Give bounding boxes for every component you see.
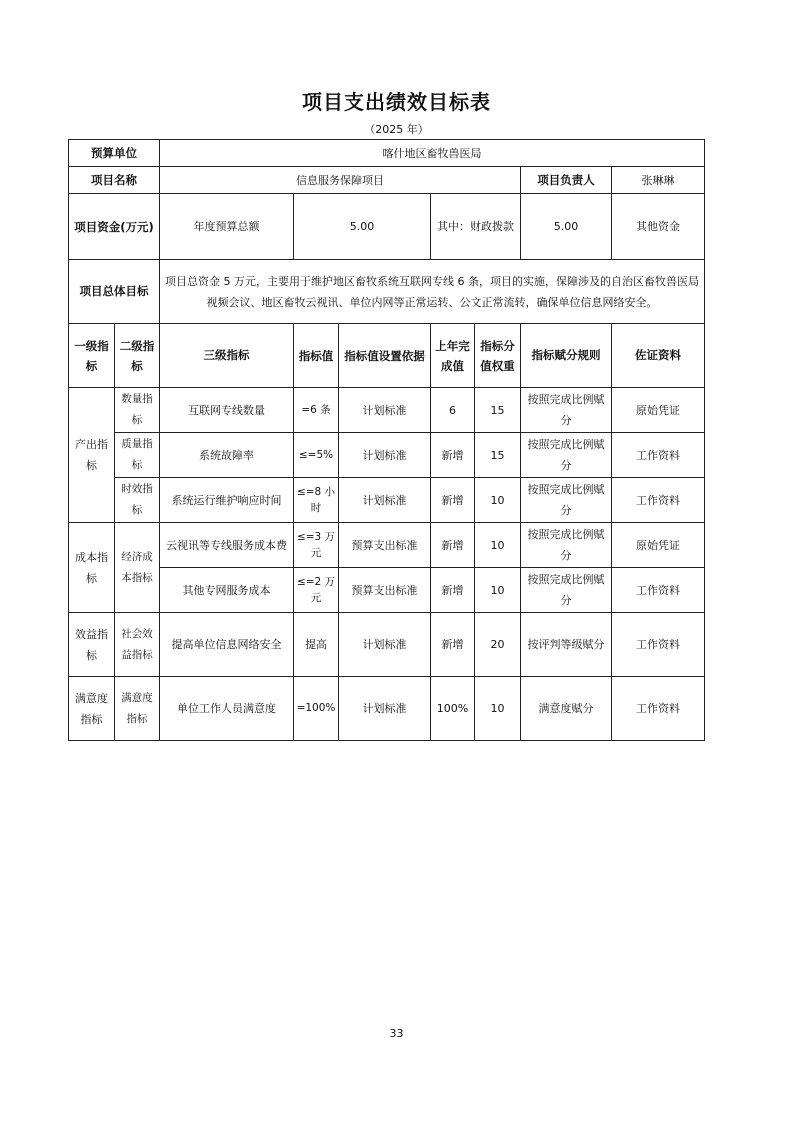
- project-name-row: [69, 167, 705, 194]
- weight-cell: 15: [475, 388, 521, 433]
- evidence-cell: 工作资料: [612, 568, 705, 613]
- rule-cell: 按照完成比例赋分: [521, 568, 612, 613]
- header-weight: 指标分值权重: [475, 324, 521, 388]
- page-title: 项目支出绩效目标表: [302, 90, 491, 114]
- project-name-value: 信息服务保障项目: [160, 167, 521, 194]
- weight-cell: 20: [475, 613, 521, 677]
- annual-budget-label: 年度预算总额: [160, 194, 294, 260]
- value-cell: ≤=3 万元: [294, 523, 339, 568]
- header-value: 指标值: [294, 324, 339, 388]
- basis-cell: 计划标准: [339, 613, 431, 677]
- value-cell: ≤=5%: [294, 433, 339, 478]
- level1-cell: 成本指标: [69, 523, 115, 613]
- header-row: [69, 324, 705, 388]
- budget-unit-row: [69, 140, 705, 167]
- level2-cell: 数量指标: [115, 388, 160, 433]
- level3-cell: 云视讯等专线服务成本费: [160, 523, 294, 568]
- table-row: [69, 613, 705, 677]
- evidence-cell: 工作资料: [612, 478, 705, 523]
- level3-cell: 互联网专线数量: [160, 388, 294, 433]
- overall-goal-text: 项目总资金 5 万元，主要用于维护地区畜牧系统互联网专线 6 条，项目的实施，保障涉及的自治区畜牧兽医局视频会议、地区畜牧云视讯、单位内网等正常运转、公文正常流转，确保单位信息网络安全。: [160, 260, 705, 324]
- evidence-cell: 原始凭证: [612, 388, 705, 433]
- table-row: [69, 478, 705, 523]
- weight-cell: 10: [475, 677, 521, 741]
- basis-cell: 计划标准: [339, 388, 431, 433]
- fiscal-allocation-value: 5.00: [521, 194, 612, 260]
- last-year-cell: 新增: [431, 523, 475, 568]
- year-label: （2025 年）: [364, 123, 429, 136]
- value-cell: 提高: [294, 613, 339, 677]
- level3-cell: 其他专网服务成本: [160, 568, 294, 613]
- header-last-year: 上年完成值: [431, 324, 475, 388]
- last-year-cell: 新增: [431, 433, 475, 478]
- level2-cell: 质量指标: [115, 433, 160, 478]
- annual-budget-value: 5.00: [294, 194, 431, 260]
- fiscal-allocation-label: 其中：财政拨款: [431, 194, 521, 260]
- rule-cell: 按照完成比例赋分: [521, 478, 612, 523]
- basis-cell: 预算支出标准: [339, 523, 431, 568]
- last-year-cell: 6: [431, 388, 475, 433]
- level2-cell: 社会效益指标: [115, 613, 160, 677]
- overall-goal-label: 项目总体目标: [69, 260, 160, 324]
- rule-cell: 按照完成比例赋分: [521, 433, 612, 478]
- evidence-cell: 原始凭证: [612, 523, 705, 568]
- table-row: [69, 523, 705, 568]
- table-row: [69, 568, 705, 613]
- level2-cell: 满意度指标: [115, 677, 160, 741]
- weight-cell: 10: [475, 568, 521, 613]
- level1-cell: 效益指标: [69, 613, 115, 677]
- evidence-cell: 工作资料: [612, 677, 705, 741]
- last-year-cell: 新增: [431, 613, 475, 677]
- basis-cell: 计划标准: [339, 478, 431, 523]
- overall-goal-row: [69, 260, 705, 324]
- header-basis: 指标值设置依据: [339, 324, 431, 388]
- value-cell: ≤=8 小时: [294, 478, 339, 523]
- rule-cell: 按照完成比例赋分: [521, 388, 612, 433]
- table-row: [69, 433, 705, 478]
- weight-cell: 15: [475, 433, 521, 478]
- page-number: 33: [389, 1027, 404, 1040]
- basis-cell: 计划标准: [339, 433, 431, 478]
- funds-row: [69, 194, 705, 260]
- basis-cell: 预算支出标准: [339, 568, 431, 613]
- header-level3: 三级指标: [160, 324, 294, 388]
- header-level1: 一级指标: [69, 324, 115, 388]
- rule-cell: 满意度赋分: [521, 677, 612, 741]
- last-year-cell: 新增: [431, 568, 475, 613]
- evidence-cell: 工作资料: [612, 613, 705, 677]
- level1-cell: 产出指标: [69, 388, 115, 523]
- basis-cell: 计划标准: [339, 677, 431, 741]
- header-rule: 指标赋分规则: [521, 324, 612, 388]
- last-year-cell: 新增: [431, 478, 475, 523]
- level3-cell: 提高单位信息网络安全: [160, 613, 294, 677]
- project-leader-label: 项目负责人: [521, 167, 612, 194]
- level3-cell: 单位工作人员满意度: [160, 677, 294, 741]
- table-row: [69, 388, 705, 433]
- project-name-label: 项目名称: [69, 167, 160, 194]
- budget-unit-label: 预算单位: [69, 140, 160, 167]
- value-cell: =6 条: [294, 388, 339, 433]
- funds-label: 项目资金(万元): [69, 194, 160, 260]
- weight-cell: 10: [475, 478, 521, 523]
- project-leader-value: 张琳琳: [612, 167, 705, 194]
- performance-target-table: [68, 139, 705, 741]
- table-row: [69, 677, 705, 741]
- budget-unit-value: 喀什地区畜牧兽医局: [160, 140, 705, 167]
- value-cell: ≤=2 万元: [294, 568, 339, 613]
- header-evidence: 佐证资料: [612, 324, 705, 388]
- value-cell: =100%: [294, 677, 339, 741]
- rule-cell: 按照完成比例赋分: [521, 523, 612, 568]
- level1-cell: 满意度指标: [69, 677, 115, 741]
- rule-cell: 按评判等级赋分: [521, 613, 612, 677]
- weight-cell: 10: [475, 523, 521, 568]
- level3-cell: 系统故障率: [160, 433, 294, 478]
- level2-cell: 经济成本指标: [115, 523, 160, 613]
- evidence-cell: 工作资料: [612, 433, 705, 478]
- header-level2: 二级指标: [115, 324, 160, 388]
- level2-cell: 时效指标: [115, 478, 160, 523]
- last-year-cell: 100%: [431, 677, 475, 741]
- level3-cell: 系统运行维护响应时间: [160, 478, 294, 523]
- other-funds-label: 其他资金: [612, 194, 705, 260]
